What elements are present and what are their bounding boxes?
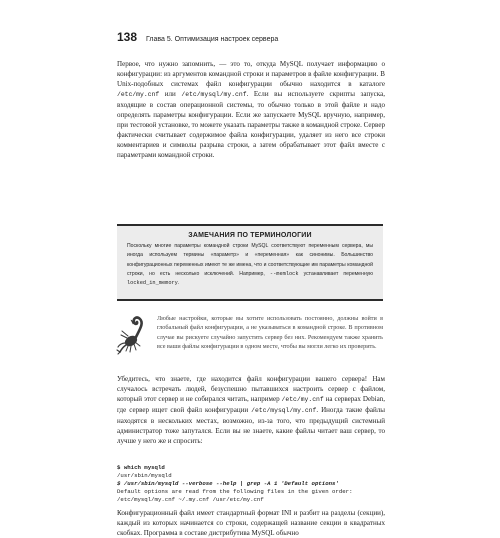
code-line: Default options are read from the following files in the given order: (117, 488, 353, 496)
code-line: $ /usr/sbin/mysqld --verbose --help | grep -A 1 'Default options' (117, 480, 339, 488)
code-path: /etc/my.cnf (281, 396, 324, 403)
code-path: /etc/my.cnf (117, 91, 160, 98)
paragraph-ini-format: Конфигурационный файл имеет стандартный формат INI и разбит на разделы (секции), каждый из которых начинается со строки, содержащей название секции в квадратных скобках. Программа в составе дистрибутива MySQL обычно (117, 509, 385, 537)
chapter-title: Глава 5. Оптимизация настроек сервера (146, 36, 279, 43)
scorpion-icon (116, 315, 152, 355)
page-header (117, 30, 278, 44)
page-number: 138 (117, 30, 138, 44)
terminology-note-box (117, 224, 383, 301)
code-line: /etc/mysql/my.cnf ~/.my.cnf /usr/etc/my.cnf (117, 496, 264, 504)
note-title: ЗАМЕЧАНИЯ ПО ТЕРМИНОЛОГИИ (188, 232, 312, 239)
code-line: $ which mysqld (117, 464, 165, 471)
code-option: --memlock (269, 270, 299, 277)
paragraph-config-location: Убедитесь, что знаете, где находится файл конфигурации вашего сервера! Нам случалось встречать людей, безуспешно пытавшихся настроить сервер с файлом, который этот сервер и не собирался читать, например /etc/my.cnf на серверах Debian, где сервер ищет свой файл конфигурации /etc/mysql/my.cnf. Иногда такие файлы находятся в нескольких местах, возможно, из-за того, что предыдущий системный администратор тоже запутался. Если вы не знаете, какие файлы читает ваш сервер, то лучше у него же и спросить: (117, 375, 386, 445)
code-line: /usr/sbin/mysqld (117, 472, 172, 480)
tip-text: Любые настройки, которые вы хотите использовать постоянно, должны войти в глобальный файл конфигурации, а не указываться в командной строке. В противном случае вы рискуете случайно запустить сервер без них. Рекомендуем также хранить все ваши файлы конфигурации в одном месте, чтобы вы могли легко их проверить. (157, 315, 383, 350)
code-path: /etc/mysql/my.cnf (251, 407, 317, 414)
paragraph-config-sources: Первое, что нужно запомнить, — это то, откуда MySQL получает информацию о конфигурации: из аргументов командной строки и параметров в файле конфигурации. В Unix-подобных системах файл конфигурации обычно находится в каталоге /etc/my.cnf или /etc/mysql/my.cnf. Если вы используете скрипты запуска, входящие в состав операционной системы, то обычно только в этой файле и надо определять параметры конфигурации. Если же запускаете MySQL вручную, например, при тестовой установке, то можете указать параметры также в командной строке. Сервер фактически считывает содержимое файла конфигурации, удаляет из него все строки комментариев и символы разрыва строки, а затем обрабатывает этот файл вместе с параметрами командной строки. (117, 60, 385, 159)
code-variable: locked_in_memory (127, 280, 178, 287)
note-text: Поскольку многие параметры командной строки MySQL соответствуют переменным сервера, мы иногда используем термины «параметр» и «переменная» как синонимы. Большинство конфигурационных переменных имеют те же имена, что и соответствующие им параметры командной строки, но есть несколько исключений. Например, --memlock устанавливает переменную locked_in_memory. (127, 243, 374, 287)
code-path: /etc/mysql/my.cnf (181, 91, 247, 98)
code-block (117, 464, 387, 504)
